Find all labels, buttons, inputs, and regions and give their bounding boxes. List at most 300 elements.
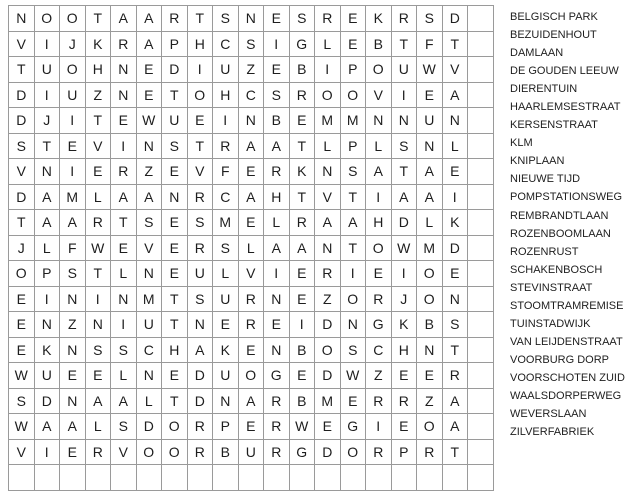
grid-cell[interactable]: M <box>315 108 341 134</box>
grid-cell-empty[interactable] <box>468 159 494 185</box>
grid-cell[interactable]: M <box>417 236 443 262</box>
grid-cell[interactable]: K <box>392 312 418 338</box>
grid-cell[interactable]: V <box>443 57 469 83</box>
grid-cell[interactable]: R <box>392 389 418 415</box>
grid-cell[interactable]: E <box>366 261 392 287</box>
grid-cell[interactable]: N <box>315 159 341 185</box>
grid-cell[interactable]: O <box>341 83 367 109</box>
grid-cell[interactable]: P <box>341 134 367 160</box>
grid-cell[interactable]: A <box>86 389 112 415</box>
grid-cell[interactable]: K <box>366 6 392 32</box>
grid-cell[interactable]: E <box>417 83 443 109</box>
grid-cell[interactable]: R <box>264 414 290 440</box>
grid-cell[interactable]: F <box>417 32 443 58</box>
grid-cell[interactable]: W <box>392 236 418 262</box>
grid-cell-empty[interactable] <box>468 57 494 83</box>
grid-cell[interactable]: C <box>366 338 392 364</box>
grid-cell[interactable]: O <box>188 83 214 109</box>
grid-cell[interactable]: P <box>162 32 188 58</box>
grid-cell[interactable]: N <box>60 338 86 364</box>
grid-cell[interactable]: O <box>341 287 367 313</box>
grid-cell[interactable]: N <box>60 287 86 313</box>
grid-cell-empty[interactable] <box>341 465 367 491</box>
grid-cell[interactable]: O <box>366 57 392 83</box>
grid-cell-empty[interactable] <box>315 465 341 491</box>
grid-cell[interactable]: A <box>111 389 137 415</box>
grid-cell[interactable]: W <box>86 236 112 262</box>
grid-cell[interactable]: T <box>188 134 214 160</box>
grid-cell[interactable]: V <box>137 236 163 262</box>
grid-cell[interactable]: S <box>213 236 239 262</box>
grid-cell[interactable]: L <box>111 261 137 287</box>
grid-cell[interactable]: S <box>290 6 316 32</box>
grid-cell-empty[interactable] <box>111 465 137 491</box>
grid-cell[interactable]: A <box>443 414 469 440</box>
grid-cell[interactable]: E <box>443 159 469 185</box>
grid-cell[interactable]: E <box>264 312 290 338</box>
grid-cell[interactable]: V <box>86 134 112 160</box>
grid-cell[interactable]: S <box>392 134 418 160</box>
grid-cell-empty[interactable] <box>468 236 494 262</box>
grid-cell[interactable]: N <box>213 389 239 415</box>
grid-cell[interactable]: E <box>9 287 35 313</box>
grid-cell[interactable]: A <box>60 414 86 440</box>
grid-cell[interactable]: A <box>60 210 86 236</box>
grid-cell[interactable]: I <box>35 32 61 58</box>
grid-cell[interactable]: V <box>9 440 35 466</box>
grid-cell[interactable]: U <box>239 440 265 466</box>
grid-cell[interactable]: G <box>290 440 316 466</box>
grid-cell[interactable]: R <box>264 440 290 466</box>
grid-cell[interactable]: A <box>137 185 163 211</box>
grid-cell[interactable]: A <box>417 159 443 185</box>
grid-cell[interactable]: I <box>392 261 418 287</box>
grid-cell[interactable]: T <box>162 287 188 313</box>
grid-cell[interactable]: E <box>392 414 418 440</box>
grid-cell[interactable]: B <box>264 108 290 134</box>
grid-cell-empty[interactable] <box>264 465 290 491</box>
grid-cell[interactable]: T <box>443 440 469 466</box>
grid-cell[interactable]: T <box>341 185 367 211</box>
grid-cell[interactable]: T <box>290 134 316 160</box>
grid-cell[interactable]: R <box>188 414 214 440</box>
grid-cell[interactable]: A <box>35 210 61 236</box>
grid-cell[interactable]: T <box>392 32 418 58</box>
grid-cell[interactable]: H <box>86 57 112 83</box>
grid-cell[interactable]: A <box>443 389 469 415</box>
grid-cell-empty[interactable] <box>468 32 494 58</box>
grid-cell[interactable]: E <box>162 261 188 287</box>
grid-cell[interactable]: D <box>315 363 341 389</box>
grid-cell-empty[interactable] <box>468 440 494 466</box>
grid-cell[interactable]: K <box>35 338 61 364</box>
grid-cell[interactable]: R <box>86 440 112 466</box>
grid-cell[interactable]: I <box>60 159 86 185</box>
grid-cell[interactable]: T <box>162 389 188 415</box>
grid-cell[interactable]: R <box>366 389 392 415</box>
grid-cell[interactable]: N <box>443 287 469 313</box>
grid-cell-empty[interactable] <box>86 465 112 491</box>
grid-cell[interactable]: L <box>417 210 443 236</box>
grid-cell[interactable]: I <box>315 57 341 83</box>
grid-cell[interactable]: A <box>417 185 443 211</box>
grid-cell[interactable]: E <box>60 363 86 389</box>
grid-cell[interactable]: N <box>137 134 163 160</box>
grid-cell[interactable]: R <box>290 83 316 109</box>
grid-cell[interactable]: P <box>341 57 367 83</box>
grid-cell-empty[interactable] <box>468 389 494 415</box>
grid-cell-empty[interactable] <box>468 414 494 440</box>
grid-cell-empty[interactable] <box>468 210 494 236</box>
grid-cell[interactable]: J <box>9 236 35 262</box>
grid-cell[interactable]: T <box>86 261 112 287</box>
grid-cell[interactable]: A <box>239 389 265 415</box>
grid-cell[interactable]: O <box>315 338 341 364</box>
grid-cell[interactable]: A <box>341 210 367 236</box>
grid-cell[interactable]: I <box>392 83 418 109</box>
grid-cell-empty[interactable] <box>392 465 418 491</box>
grid-cell[interactable]: N <box>137 261 163 287</box>
grid-cell[interactable]: K <box>443 210 469 236</box>
grid-cell[interactable]: A <box>111 6 137 32</box>
grid-cell[interactable]: L <box>239 236 265 262</box>
grid-cell-empty[interactable] <box>468 134 494 160</box>
grid-cell[interactable]: N <box>111 287 137 313</box>
grid-cell[interactable]: W <box>341 363 367 389</box>
grid-cell[interactable]: Z <box>366 363 392 389</box>
grid-cell[interactable]: E <box>9 338 35 364</box>
grid-cell[interactable]: L <box>35 236 61 262</box>
grid-cell[interactable]: E <box>162 159 188 185</box>
grid-cell[interactable]: G <box>366 312 392 338</box>
grid-cell[interactable]: J <box>392 287 418 313</box>
grid-cell[interactable]: Z <box>417 389 443 415</box>
grid-cell[interactable]: G <box>290 32 316 58</box>
grid-cell[interactable]: U <box>35 363 61 389</box>
grid-cell[interactable]: E <box>162 210 188 236</box>
grid-cell[interactable]: U <box>188 261 214 287</box>
grid-cell[interactable]: M <box>341 108 367 134</box>
grid-cell[interactable]: N <box>9 6 35 32</box>
grid-cell[interactable]: R <box>188 236 214 262</box>
grid-cell[interactable]: S <box>9 389 35 415</box>
grid-cell-empty[interactable] <box>417 465 443 491</box>
grid-cell[interactable]: H <box>213 83 239 109</box>
grid-cell-empty[interactable] <box>468 465 494 491</box>
grid-cell[interactable]: V <box>188 159 214 185</box>
grid-cell[interactable]: E <box>341 389 367 415</box>
grid-cell[interactable]: S <box>417 6 443 32</box>
grid-cell[interactable]: I <box>264 261 290 287</box>
grid-cell[interactable]: C <box>213 32 239 58</box>
grid-cell[interactable]: T <box>86 6 112 32</box>
grid-cell[interactable]: E <box>239 210 265 236</box>
grid-cell[interactable]: N <box>111 57 137 83</box>
grid-cell[interactable]: N <box>239 6 265 32</box>
grid-cell[interactable]: R <box>111 159 137 185</box>
grid-cell[interactable]: L <box>86 185 112 211</box>
grid-cell[interactable]: T <box>341 236 367 262</box>
grid-cell[interactable]: N <box>264 287 290 313</box>
grid-cell[interactable]: S <box>239 32 265 58</box>
grid-cell[interactable]: D <box>9 83 35 109</box>
grid-cell[interactable]: L <box>443 134 469 160</box>
grid-cell[interactable]: K <box>86 32 112 58</box>
grid-cell[interactable]: I <box>35 83 61 109</box>
grid-cell[interactable]: U <box>213 363 239 389</box>
grid-cell[interactable]: R <box>264 389 290 415</box>
grid-cell[interactable]: Z <box>86 83 112 109</box>
grid-cell[interactable]: E <box>443 261 469 287</box>
grid-cell[interactable]: L <box>111 363 137 389</box>
grid-cell[interactable]: B <box>290 57 316 83</box>
grid-cell[interactable]: D <box>9 185 35 211</box>
grid-cell[interactable]: R <box>264 159 290 185</box>
grid-cell[interactable]: O <box>315 83 341 109</box>
grid-cell[interactable]: D <box>162 57 188 83</box>
grid-cell[interactable]: B <box>290 389 316 415</box>
grid-cell[interactable]: W <box>417 57 443 83</box>
grid-cell[interactable]: T <box>392 159 418 185</box>
grid-cell[interactable]: N <box>443 108 469 134</box>
grid-cell[interactable]: W <box>9 414 35 440</box>
grid-cell-empty[interactable] <box>213 465 239 491</box>
grid-cell[interactable]: M <box>137 287 163 313</box>
grid-cell[interactable]: F <box>60 236 86 262</box>
grid-cell[interactable]: M <box>315 389 341 415</box>
grid-cell[interactable]: L <box>315 32 341 58</box>
grid-cell[interactable]: O <box>417 414 443 440</box>
grid-cell[interactable]: R <box>315 6 341 32</box>
grid-cell[interactable]: E <box>86 363 112 389</box>
grid-cell[interactable]: T <box>162 83 188 109</box>
grid-cell[interactable]: A <box>392 185 418 211</box>
grid-cell-empty[interactable] <box>290 465 316 491</box>
grid-cell[interactable]: R <box>315 261 341 287</box>
grid-cell[interactable]: L <box>213 261 239 287</box>
grid-cell[interactable]: R <box>188 440 214 466</box>
grid-cell[interactable]: R <box>366 287 392 313</box>
grid-cell[interactable]: T <box>162 312 188 338</box>
grid-cell[interactable]: J <box>60 32 86 58</box>
grid-cell[interactable]: L <box>366 134 392 160</box>
grid-cell[interactable]: U <box>213 287 239 313</box>
grid-cell-empty[interactable] <box>239 465 265 491</box>
grid-cell[interactable]: U <box>392 57 418 83</box>
grid-cell[interactable]: E <box>290 287 316 313</box>
grid-cell[interactable]: E <box>162 236 188 262</box>
grid-cell-empty[interactable] <box>9 465 35 491</box>
grid-cell[interactable]: H <box>264 185 290 211</box>
grid-cell[interactable]: E <box>315 414 341 440</box>
grid-cell[interactable]: R <box>86 210 112 236</box>
grid-cell-empty[interactable] <box>468 287 494 313</box>
grid-cell[interactable]: S <box>213 6 239 32</box>
grid-cell[interactable]: K <box>213 338 239 364</box>
grid-cell[interactable]: T <box>443 338 469 364</box>
grid-cell[interactable]: R <box>111 32 137 58</box>
grid-cell[interactable]: K <box>290 159 316 185</box>
grid-cell[interactable]: T <box>35 134 61 160</box>
grid-cell[interactable]: L <box>315 134 341 160</box>
grid-cell[interactable]: S <box>188 210 214 236</box>
grid-cell[interactable]: R <box>290 210 316 236</box>
grid-cell[interactable]: O <box>60 6 86 32</box>
grid-cell[interactable]: P <box>35 261 61 287</box>
grid-cell[interactable]: E <box>111 108 137 134</box>
grid-cell[interactable]: B <box>366 32 392 58</box>
grid-cell-empty[interactable] <box>35 465 61 491</box>
grid-cell[interactable]: I <box>341 261 367 287</box>
grid-cell[interactable]: O <box>162 414 188 440</box>
grid-cell[interactable]: D <box>392 210 418 236</box>
grid-cell[interactable]: W <box>137 108 163 134</box>
grid-cell-empty[interactable] <box>468 261 494 287</box>
grid-cell[interactable]: I <box>366 414 392 440</box>
grid-cell[interactable]: H <box>162 338 188 364</box>
grid-cell[interactable]: V <box>9 159 35 185</box>
grid-cell[interactable]: T <box>188 6 214 32</box>
grid-cell[interactable]: O <box>9 261 35 287</box>
grid-cell[interactable]: E <box>264 57 290 83</box>
grid-cell[interactable]: D <box>137 414 163 440</box>
grid-cell-empty[interactable] <box>468 185 494 211</box>
grid-cell-empty[interactable] <box>137 465 163 491</box>
grid-cell[interactable]: I <box>111 134 137 160</box>
grid-cell-empty[interactable] <box>60 465 86 491</box>
grid-cell[interactable]: O <box>35 6 61 32</box>
grid-cell[interactable]: L <box>137 389 163 415</box>
grid-cell[interactable]: E <box>111 236 137 262</box>
grid-cell[interactable]: D <box>35 389 61 415</box>
grid-cell[interactable]: I <box>290 312 316 338</box>
grid-cell[interactable]: R <box>162 6 188 32</box>
grid-cell[interactable]: C <box>213 185 239 211</box>
grid-cell[interactable]: E <box>239 338 265 364</box>
grid-cell[interactable]: B <box>290 338 316 364</box>
grid-cell[interactable]: A <box>290 236 316 262</box>
grid-cell[interactable]: I <box>35 287 61 313</box>
grid-cell[interactable]: R <box>239 312 265 338</box>
grid-cell[interactable]: D <box>9 108 35 134</box>
grid-cell[interactable]: A <box>443 83 469 109</box>
grid-cell[interactable]: T <box>9 57 35 83</box>
grid-cell[interactable]: A <box>35 414 61 440</box>
grid-cell[interactable]: E <box>417 363 443 389</box>
grid-cell[interactable]: O <box>239 363 265 389</box>
grid-cell[interactable]: A <box>188 338 214 364</box>
grid-cell[interactable]: I <box>188 57 214 83</box>
grid-cell[interactable]: G <box>341 414 367 440</box>
grid-cell[interactable]: E <box>290 261 316 287</box>
grid-cell[interactable]: N <box>366 108 392 134</box>
grid-cell[interactable]: E <box>341 32 367 58</box>
grid-cell[interactable]: E <box>162 363 188 389</box>
grid-cell[interactable]: A <box>137 32 163 58</box>
grid-cell[interactable]: A <box>239 134 265 160</box>
grid-cell[interactable]: V <box>239 261 265 287</box>
grid-cell-empty[interactable] <box>162 465 188 491</box>
grid-cell[interactable]: R <box>188 185 214 211</box>
grid-cell-empty[interactable] <box>468 83 494 109</box>
grid-cell-empty[interactable] <box>468 338 494 364</box>
grid-cell[interactable]: R <box>213 134 239 160</box>
grid-cell[interactable]: N <box>315 236 341 262</box>
grid-cell[interactable]: W <box>9 363 35 389</box>
grid-cell[interactable]: N <box>137 363 163 389</box>
grid-cell[interactable]: S <box>162 134 188 160</box>
grid-cell[interactable]: D <box>443 6 469 32</box>
grid-cell[interactable]: T <box>86 108 112 134</box>
grid-cell[interactable]: V <box>9 32 35 58</box>
grid-cell-empty[interactable] <box>366 465 392 491</box>
grid-cell[interactable]: S <box>341 159 367 185</box>
grid-cell[interactable]: N <box>341 312 367 338</box>
grid-cell[interactable]: A <box>111 185 137 211</box>
grid-cell-empty[interactable] <box>468 108 494 134</box>
grid-cell[interactable]: O <box>366 236 392 262</box>
grid-cell[interactable]: V <box>366 83 392 109</box>
grid-cell[interactable]: T <box>290 185 316 211</box>
grid-cell-empty[interactable] <box>443 465 469 491</box>
grid-cell[interactable]: U <box>35 57 61 83</box>
grid-cell[interactable]: D <box>188 363 214 389</box>
grid-cell[interactable]: E <box>290 363 316 389</box>
grid-cell[interactable]: E <box>290 108 316 134</box>
grid-cell[interactable]: C <box>239 83 265 109</box>
grid-cell[interactable]: W <box>290 414 316 440</box>
grid-cell[interactable]: N <box>392 108 418 134</box>
grid-cell[interactable]: A <box>366 159 392 185</box>
grid-cell[interactable]: E <box>239 414 265 440</box>
grid-cell[interactable]: A <box>264 236 290 262</box>
grid-cell-empty[interactable] <box>468 363 494 389</box>
grid-cell[interactable]: Z <box>60 312 86 338</box>
grid-cell[interactable]: A <box>35 185 61 211</box>
grid-cell[interactable]: E <box>9 312 35 338</box>
grid-cell[interactable]: O <box>417 261 443 287</box>
grid-cell[interactable]: B <box>213 440 239 466</box>
grid-cell[interactable]: S <box>111 414 137 440</box>
grid-cell[interactable]: E <box>213 312 239 338</box>
grid-cell[interactable]: L <box>264 210 290 236</box>
grid-cell[interactable]: O <box>417 287 443 313</box>
grid-cell[interactable]: U <box>162 108 188 134</box>
grid-cell[interactable]: A <box>239 185 265 211</box>
grid-cell[interactable]: I <box>213 108 239 134</box>
grid-cell[interactable]: E <box>392 363 418 389</box>
grid-cell[interactable]: H <box>392 338 418 364</box>
grid-cell-empty[interactable] <box>468 6 494 32</box>
grid-cell[interactable]: V <box>111 440 137 466</box>
grid-cell[interactable]: F <box>213 159 239 185</box>
grid-cell[interactable]: V <box>315 185 341 211</box>
grid-cell[interactable]: S <box>137 210 163 236</box>
grid-cell[interactable]: I <box>366 185 392 211</box>
grid-cell[interactable]: P <box>213 414 239 440</box>
grid-cell-empty[interactable] <box>468 312 494 338</box>
grid-cell[interactable]: M <box>213 210 239 236</box>
grid-cell[interactable]: T <box>443 32 469 58</box>
grid-cell[interactable]: E <box>188 108 214 134</box>
grid-cell[interactable]: H <box>188 32 214 58</box>
grid-cell[interactable]: D <box>315 440 341 466</box>
grid-cell[interactable]: Z <box>137 159 163 185</box>
grid-cell[interactable]: S <box>60 261 86 287</box>
grid-cell[interactable]: B <box>417 312 443 338</box>
grid-cell[interactable]: N <box>239 108 265 134</box>
grid-cell[interactable]: I <box>111 312 137 338</box>
